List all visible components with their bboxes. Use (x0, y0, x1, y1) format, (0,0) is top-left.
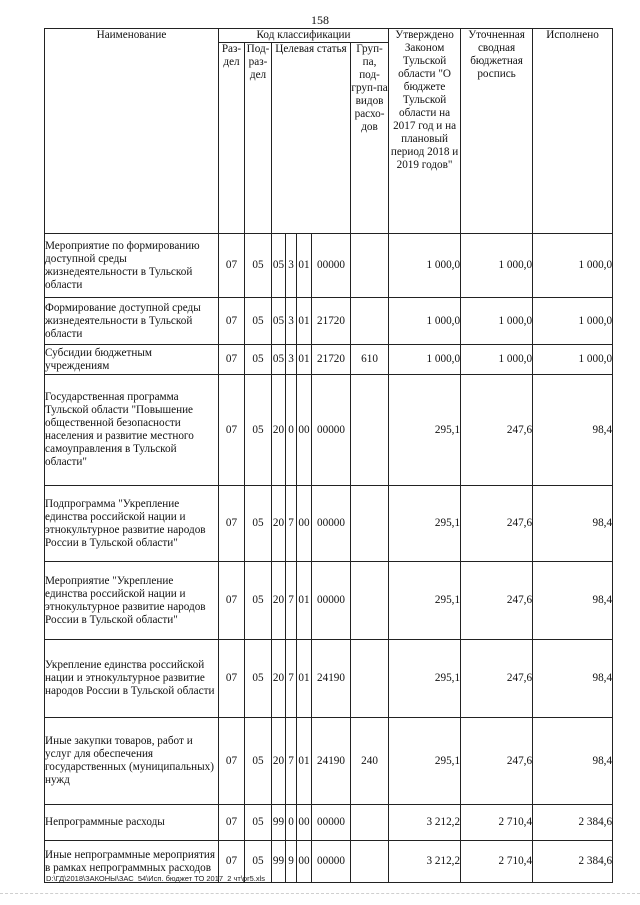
row-target-event: 01 (297, 298, 312, 345)
row-expense-group: 610 (351, 345, 389, 375)
row-target-program: 20 (272, 640, 286, 718)
row-revised: 1 000,0 (461, 234, 533, 298)
row-executed: 98,4 (533, 486, 613, 562)
row-approved: 295,1 (389, 375, 461, 486)
row-expense-group (351, 486, 389, 562)
row-subsection: 05 (245, 345, 272, 375)
row-revised: 2 710,4 (461, 841, 533, 883)
row-approved: 3 212,2 (389, 841, 461, 883)
row-target-subprogram: 9 (286, 841, 297, 883)
table-row (45, 562, 613, 640)
row-revised: 247,6 (461, 718, 533, 805)
row-target-event: 00 (297, 375, 312, 486)
row-revised: 247,6 (461, 562, 533, 640)
row-executed: 1 000,0 (533, 298, 613, 345)
header-subsection: Под-раз-дел (245, 43, 272, 234)
row-target-subprogram: 3 (286, 298, 297, 345)
row-section: 07 (219, 805, 245, 841)
row-target-program: 20 (272, 562, 286, 640)
row-section: 07 (219, 298, 245, 345)
row-revised: 2 710,4 (461, 805, 533, 841)
row-target-direction: 21720 (312, 298, 351, 345)
row-subsection: 05 (245, 234, 272, 298)
row-name: Подпрограмма "Укрепление единства российской нации и этнокультурное развитие народов России в Тульской области" (45, 486, 219, 562)
row-subsection: 05 (245, 562, 272, 640)
budget-table (44, 28, 613, 883)
row-target-event: 00 (297, 486, 312, 562)
row-subsection: 05 (245, 718, 272, 805)
row-executed: 1 000,0 (533, 234, 613, 298)
row-expense-group (351, 375, 389, 486)
row-expense-group: 240 (351, 718, 389, 805)
table-row (45, 298, 613, 345)
row-approved: 3 212,2 (389, 805, 461, 841)
row-target-event: 01 (297, 562, 312, 640)
row-subsection: 05 (245, 375, 272, 486)
row-executed: 98,4 (533, 562, 613, 640)
row-target-subprogram: 0 (286, 375, 297, 486)
row-target-direction: 00000 (312, 562, 351, 640)
row-revised: 247,6 (461, 486, 533, 562)
row-target-event: 00 (297, 805, 312, 841)
row-target-direction: 00000 (312, 805, 351, 841)
row-revised: 247,6 (461, 640, 533, 718)
row-approved: 295,1 (389, 486, 461, 562)
row-subsection: 05 (245, 640, 272, 718)
row-approved: 295,1 (389, 562, 461, 640)
header-revised: Уточненная сводная бюджетная роспись (461, 29, 533, 234)
table-row (45, 805, 613, 841)
row-approved: 1 000,0 (389, 298, 461, 345)
row-section: 07 (219, 375, 245, 486)
row-target-program: 99 (272, 805, 286, 841)
row-target-event: 01 (297, 234, 312, 298)
row-target-program: 05 (272, 298, 286, 345)
header-row-top (45, 29, 613, 43)
row-name: Мероприятие "Укрепление единства российской нации и этнокультурное развитие народов России в Тульской области" (45, 562, 219, 640)
row-revised: 1 000,0 (461, 298, 533, 345)
row-expense-group (351, 841, 389, 883)
row-section: 07 (219, 234, 245, 298)
header-code-group: Код классификации (219, 29, 389, 43)
file-path-footer: D:\ГД\2018\ЗАКОНЫ\ЗАС_54\Исп. бюджет ТО 2017_2 чт\рr5.xls (46, 874, 265, 883)
row-expense-group (351, 640, 389, 718)
row-section: 07 (219, 640, 245, 718)
row-name: Иные непрограммные мероприятия в рамках непрограммных расходов (45, 841, 219, 883)
row-executed: 98,4 (533, 375, 613, 486)
row-section: 07 (219, 562, 245, 640)
table-row (45, 718, 613, 805)
row-target-program: 20 (272, 375, 286, 486)
row-subsection: 05 (245, 805, 272, 841)
row-target-subprogram: 0 (286, 805, 297, 841)
table-row (45, 234, 613, 298)
row-approved: 1 000,0 (389, 234, 461, 298)
row-name: Государственная программа Тульской области "Повышение общественной безопасности населения и развитие местного самоуправления в Тульской области" (45, 375, 219, 486)
header-section: Раз-дел (219, 43, 245, 234)
row-target-direction: 00000 (312, 375, 351, 486)
row-revised: 247,6 (461, 375, 533, 486)
row-target-direction: 24190 (312, 718, 351, 805)
row-name: Мероприятие по формированию доступной среды жизнедеятельности в Тульской области (45, 234, 219, 298)
row-target-subprogram: 3 (286, 345, 297, 375)
row-revised: 1 000,0 (461, 345, 533, 375)
row-section: 07 (219, 718, 245, 805)
row-subsection: 05 (245, 298, 272, 345)
row-target-subprogram: 7 (286, 718, 297, 805)
row-name: Непрограммные расходы (45, 805, 219, 841)
row-target-program: 20 (272, 718, 286, 805)
row-section: 07 (219, 345, 245, 375)
row-name: Иные закупки товаров, работ и услуг для обеспечения государственных (муниципальных) нужд (45, 718, 219, 805)
row-target-direction: 21720 (312, 345, 351, 375)
row-expense-group (351, 298, 389, 345)
header-target: Целевая статья (272, 43, 351, 234)
header-executed: Исполнено (533, 29, 613, 234)
row-name: Субсидии бюджетным учреждениям (45, 345, 219, 375)
row-executed: 2 384,6 (533, 805, 613, 841)
row-target-direction: 00000 (312, 234, 351, 298)
row-target-event: 01 (297, 345, 312, 375)
row-target-direction: 24190 (312, 640, 351, 718)
table-row (45, 486, 613, 562)
row-expense-group (351, 562, 389, 640)
row-target-program: 05 (272, 234, 286, 298)
row-target-program: 99 (272, 841, 286, 883)
row-section: 07 (219, 486, 245, 562)
row-approved: 295,1 (389, 718, 461, 805)
row-subsection: 05 (245, 486, 272, 562)
row-target-direction: 00000 (312, 486, 351, 562)
row-target-event: 01 (297, 640, 312, 718)
budget-body (45, 234, 613, 883)
row-name: Формирование доступной среды жизнедеятельности в Тульской области (45, 298, 219, 345)
row-executed: 98,4 (533, 640, 613, 718)
row-executed: 2 384,6 (533, 841, 613, 883)
row-expense-group (351, 805, 389, 841)
row-target-event: 00 (297, 841, 312, 883)
row-executed: 98,4 (533, 718, 613, 805)
bottom-rule (0, 893, 640, 894)
row-target-program: 05 (272, 345, 286, 375)
row-target-event: 01 (297, 718, 312, 805)
header-expense-group: Груп-па, под-груп-па видов расхо-дов (351, 43, 389, 234)
row-section: 07 (219, 841, 245, 883)
row-target-subprogram: 3 (286, 234, 297, 298)
row-expense-group (351, 234, 389, 298)
row-subsection: 05 (245, 841, 272, 883)
row-name: Укрепление единства российской нации и этнокультурное развитие народов России в Тульской области (45, 640, 219, 718)
table-row (45, 345, 613, 375)
row-approved: 1 000,0 (389, 345, 461, 375)
row-target-subprogram: 7 (286, 486, 297, 562)
row-approved: 295,1 (389, 640, 461, 718)
row-executed: 1 000,0 (533, 345, 613, 375)
page-number: 158 (311, 13, 329, 27)
row-target-subprogram: 7 (286, 562, 297, 640)
row-target-subprogram: 7 (286, 640, 297, 718)
table-row (45, 375, 613, 486)
header-name: Наименование (45, 29, 219, 234)
table-row (45, 640, 613, 718)
header-approved: Утверждено Законом Тульской области "О бюджете Тульской области на 2017 год и на плановый период 2018 и 2019 годов" (389, 29, 461, 234)
row-target-direction: 00000 (312, 841, 351, 883)
row-target-program: 20 (272, 486, 286, 562)
